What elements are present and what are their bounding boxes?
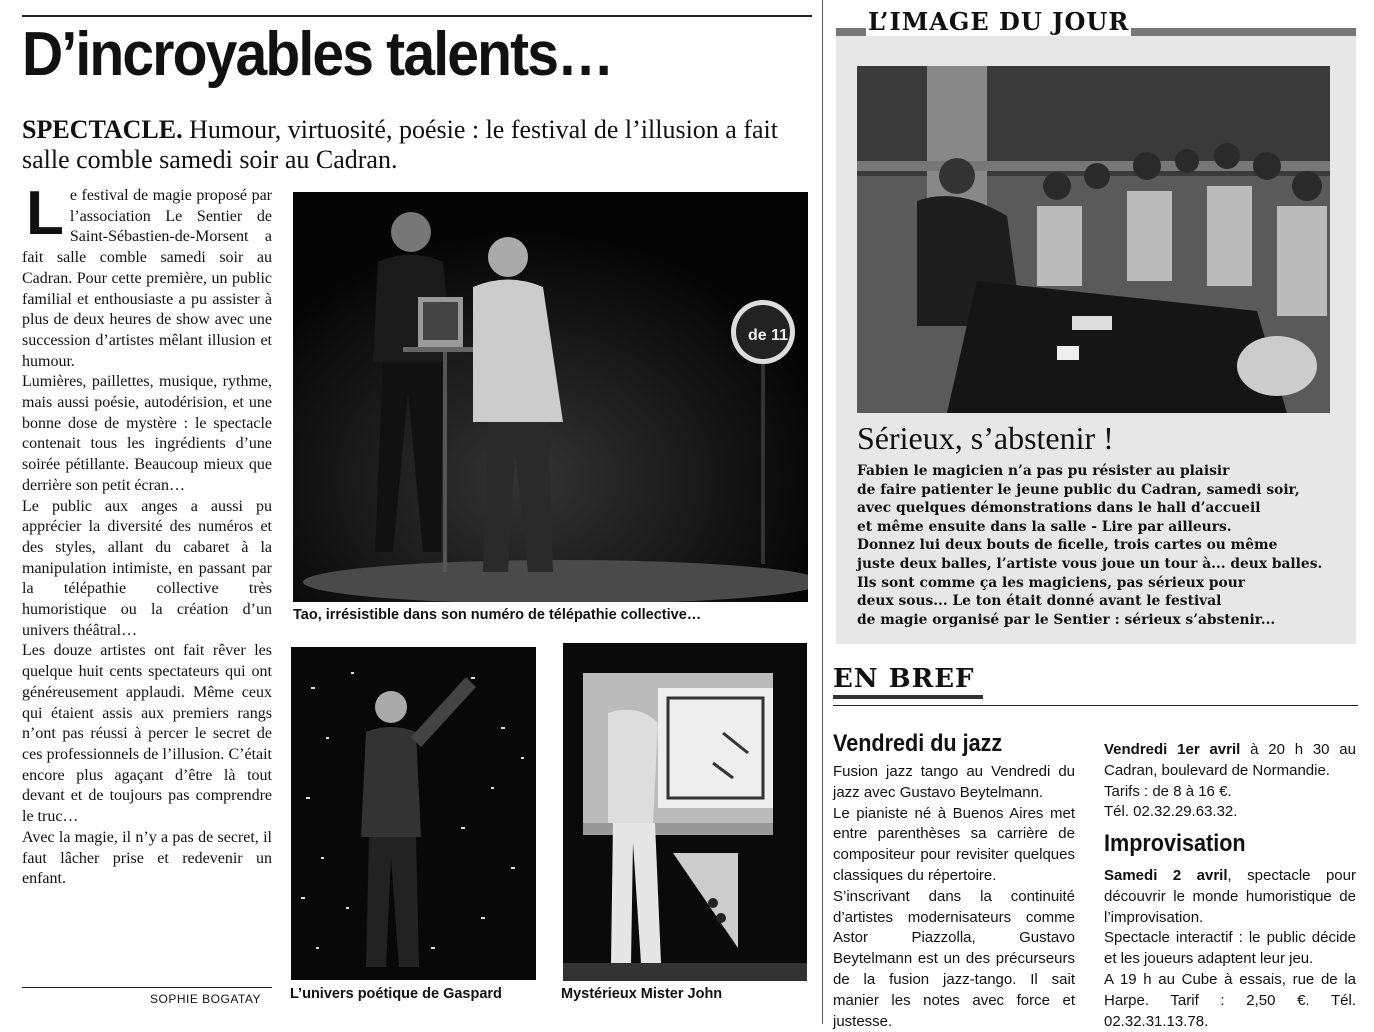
image-du-jour-line: de faire patienter le jeune public du Cadran, samedi soir, <box>857 481 1300 498</box>
brief-impro-desc: , spectacle pour découvrir le monde humoristique de l’improvisation. <box>1104 867 1356 926</box>
photo-gaspard <box>291 647 536 980</box>
brief-impro-text <box>1104 866 1356 1032</box>
body-paragraph: Les douze artistes ont fait rêver les quelque huit cents spectateurs qui ont généreusement applaudi. Même ceux qui étaient assis aux premiers rangs n’ont pas réussi à percer le secret de ces professionnels de l’illusion. C’était encore plus agaçant d’être là tout devant et de toujours pas comprendre le truc… <box>22 642 272 826</box>
body-intro: e festival de magie proposé par l’association Le Sentier de Saint-Sébastien-de-Morsent a fait salle comble samedi soir au Cadran. Pour cette première, un public familial et enthousiaste a pu assister à plus de deux heures de show avec une succession d’artistes mêlant illusion et humour. <box>22 187 272 370</box>
photo-fabien-illustration <box>857 66 1330 413</box>
brief-jazz-info <box>1104 740 1356 823</box>
top-rule <box>22 15 812 17</box>
image-du-jour-line: juste deux balles, l’artiste vous joue un tour à... deux balles. <box>857 555 1323 572</box>
caption-tao: Tao, irrésistible dans son numéro de télépathie collective… <box>293 607 702 623</box>
image-du-jour-line: et même ensuite dans la salle - Lire par ailleurs. <box>857 518 1232 535</box>
image-du-jour-headline: Sérieux, s’abstenir ! <box>857 420 1114 456</box>
brief-impro-date: Samedi 2 avril <box>1104 867 1228 884</box>
column-divider <box>822 0 823 1024</box>
brief-jazz-place: à 20 h 30 au Cadran, boulevard de Normandie. <box>1104 741 1356 779</box>
brief-jazz-p2: Le pianiste né à Buenos Aires met entre parenthèses sa carrière de compositeur pour revisiter quelques classiques du répertoire. <box>833 804 1075 884</box>
en-bref-underline <box>833 695 983 699</box>
brief-jazz-tarifs: Tarifs : de 8 à 16 €. <box>1104 782 1232 800</box>
en-bref-title: EN BREF <box>833 664 975 694</box>
body-paragraph: Avec la magie, il n’y a pas de secret, il faut lâcher prise et redevenir un enfant. <box>22 828 272 888</box>
image-du-jour-line: Fabien le magicien n’a pas pu résister au plaisir <box>857 463 1230 479</box>
image-du-jour-text <box>857 462 1327 629</box>
image-du-jour-line: Ils sont comme ça les magiciens, pas sérieux pour <box>857 574 1246 591</box>
image-du-jour-line: avec quelques démonstrations dans le hall d’accueil <box>857 500 1261 517</box>
photo-mister-john-illustration <box>563 643 807 981</box>
brief-jazz-title: Vendredi du jazz <box>833 730 1003 757</box>
article-headline: D’incroyables talents… <box>22 20 613 89</box>
en-bref-rule <box>833 705 1358 706</box>
brief-jazz-date: Vendredi 1er avril <box>1104 741 1241 758</box>
photo-fabien <box>857 66 1330 413</box>
photo-mister-john <box>563 643 807 981</box>
brief-jazz-text <box>833 762 1075 1032</box>
image-du-jour-line: de magie organisé par le Sentier : sérieux s’abstenir... <box>857 611 1276 628</box>
brief-impro-p3: A 19 h au Cube à essais, rue de la Harpe. Tarif : 2,50 €. Tél. 02.32.31.13.78. <box>1104 970 1356 1030</box>
image-du-jour-title: L’IMAGE DU JOUR <box>868 7 1130 36</box>
brief-impro-p2: Spectacle interactif : le public décide et les joueurs adaptent leur jeu. <box>1104 929 1356 968</box>
deck-kicker: SPECTACLE. <box>22 115 183 144</box>
body-paragraph: Lumières, paillettes, musique, rythme, mais aussi poésie, autodérision, et une bonne dose de mystère : le spectacle contenait tous les ingrédients d’une soirée pétillante. Beaucoup mieux que derrière son petit écran… <box>22 373 272 494</box>
body-paragraph: Le public aux anges a aussi pu apprécier la diversité des numéros et des styles, allant du cabaret à la manipulation intimiste, en passant par la télépathie collective très humoristique ou la création d’un univers théâtral… <box>22 497 272 639</box>
caption-gaspard: L’univers poétique de Gaspard <box>290 986 502 1002</box>
brief-jazz-p3: S’inscrivant dans la continuité d’artistes modernisateurs comme Astor Piazzolla, Gustavo Beytelmann est un des précurseurs de la fusion jazz-tango. Il sait manier les notes avec force et justesse. <box>833 887 1075 1030</box>
article-body <box>22 179 272 890</box>
byline-rule <box>22 987 272 988</box>
article-deck <box>22 115 812 175</box>
photo-gaspard-illustration <box>291 647 536 980</box>
brief-impro-title: Improvisation <box>1104 830 1246 857</box>
image-du-jour-line: Donnez lui deux bouts de ficelle, trois cartes ou même <box>857 537 1278 554</box>
brief-jazz-p1: Fusion jazz tango au Vendredi du jazz avec Gustavo Beytelmann. <box>833 763 1075 801</box>
photo-tao <box>293 192 808 602</box>
brief-jazz-tel: Tél. 02.32.29.63.32. <box>1104 803 1238 821</box>
drop-cap: L <box>26 179 64 248</box>
photo-tao-illustration <box>293 192 808 602</box>
stage-sign: de 11 <box>748 327 789 344</box>
byline: SOPHIE BOGATAY <box>150 992 262 1006</box>
deck-text: Humour, virtuosité, poésie : le festival de l’illusion a fait salle comble samedi soir au Cadran. <box>22 115 778 174</box>
image-du-jour-line: deux sous... Le ton était donné avant le festival <box>857 593 1222 610</box>
caption-mister-john: Mystérieux Mister John <box>561 986 723 1002</box>
